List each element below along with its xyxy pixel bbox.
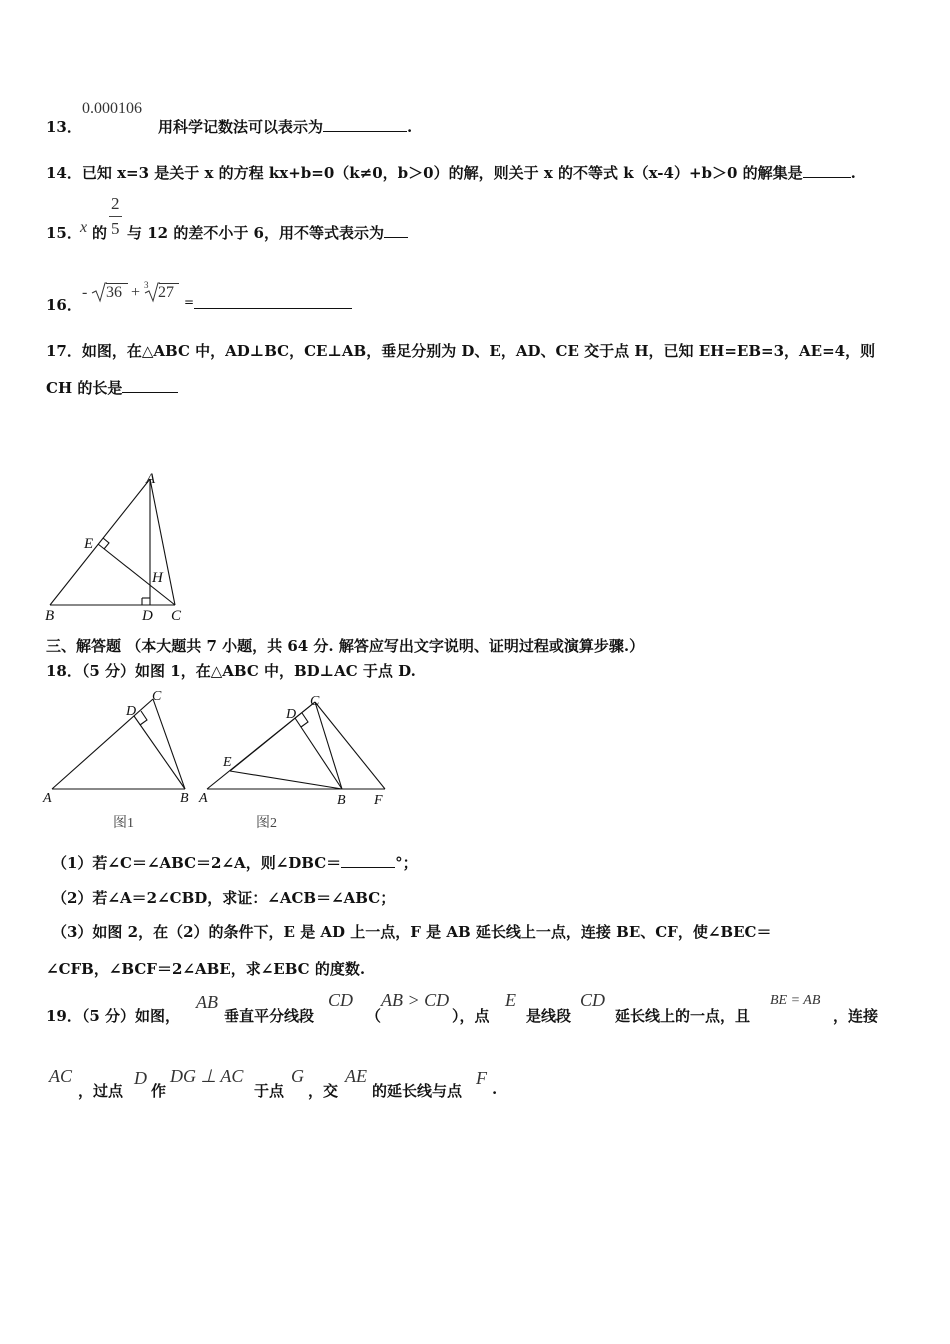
q16-cbrt-arg: 27 <box>158 284 174 301</box>
q17-label-h: H <box>152 570 163 586</box>
q15-de: 的 <box>92 224 108 242</box>
q13-answer-blank[interactable] <box>323 117 407 132</box>
q19-f: F <box>476 1068 487 1088</box>
q19-t2: ），点 <box>452 1007 490 1025</box>
q16-answer-blank[interactable] <box>194 308 352 309</box>
q15-frac-bar <box>109 216 122 217</box>
q17-triangle-figure <box>40 470 190 625</box>
q17-label-a: A <box>146 471 156 487</box>
q19-condition: AB > CD <box>381 990 450 1010</box>
q18-part1-end: °； <box>395 854 418 872</box>
q17-line2 <box>46 377 178 398</box>
q19-cd: CD <box>328 990 354 1010</box>
q13-expression: 0.000106 <box>82 100 142 117</box>
q19-perp: DG ⊥ AC <box>170 1066 244 1086</box>
q14-number: 14． <box>46 164 82 182</box>
q17-altitude-ce <box>98 544 175 605</box>
q14-end: . <box>850 164 856 182</box>
q17-label-c: C <box>171 608 182 624</box>
q17-label-b: B <box>45 608 55 624</box>
q19-ae: AE <box>345 1066 367 1086</box>
q19-t3: 是线段 <box>526 1007 572 1025</box>
q15-text <box>127 222 408 243</box>
q16-number: 16． <box>46 296 82 314</box>
q15-frac-denominator: 5 <box>111 219 120 238</box>
q13-text-body: 用科学记数法可以表示为 <box>158 118 324 136</box>
q13-end: . <box>407 118 413 136</box>
q19-t4: 延长线上的一点，且 <box>615 1007 751 1025</box>
q19-t10: 的延长线与点 <box>372 1082 463 1100</box>
q18-fig2-label-c: C <box>310 694 320 709</box>
q16-plus: + <box>131 284 141 301</box>
q17-side-ab <box>50 479 150 605</box>
q19-g: G <box>291 1066 304 1086</box>
q16-sqrt-sign <box>91 281 107 303</box>
q18-part3-line1: （3）如图 2，在（2）的条件下，E 是 AD 上一点，F 是 AB 延长线上一点，连接 BE、CF，使∠BEC＝ <box>52 923 772 941</box>
q17-label-e: E <box>84 536 94 552</box>
q19-lparen: （ <box>366 1007 382 1025</box>
q14-answer-blank[interactable] <box>803 163 851 178</box>
section-heading: 三、解答题 （本大题共 7 小题，共 64 分. 解答应写出文字说明、证明过程或演算步骤.） <box>46 637 645 655</box>
q14-text <box>46 162 856 183</box>
q19-t1: 垂直平分线段 <box>224 1007 315 1025</box>
q16-equals: = <box>184 295 195 309</box>
q16-sqrt-arg: 36 <box>106 284 122 301</box>
q19-ab: AB <box>196 992 218 1012</box>
q16-minus: - <box>82 284 88 301</box>
q18-stem: 18．（5 分）如图 1，在△ABC 中，BD⊥AC 于点 D. <box>46 662 416 680</box>
q17-answer-blank[interactable] <box>122 378 178 393</box>
q18-fig2-label-e: E <box>223 755 232 770</box>
q19-ac: AC <box>49 1066 73 1086</box>
q19-t8: 于点 <box>254 1082 285 1100</box>
q17-line2-text: CH 的长是 <box>46 379 123 397</box>
q17-line1: 17．如图，在△ABC 中，AD⊥BC，CE⊥AB，垂足分别为 D、E，AD、CE 交于点 H，已知 EH=EB=3，AE=4，则 <box>46 342 876 360</box>
q17-label-d: D <box>142 608 153 624</box>
q13-number: 13． <box>46 118 82 136</box>
q17-right-angle-e <box>103 538 109 549</box>
q18-figure-1 <box>52 699 185 789</box>
q15-body: 与 12 的差不小于 6，用不等式表示为 <box>127 224 384 242</box>
q15-answer-blank[interactable] <box>384 223 408 238</box>
q19-t6: ，过点 <box>78 1082 124 1100</box>
q19-t5: ，连接 <box>833 1007 879 1025</box>
q18-part3-line2: ∠CFB，∠BCF＝2∠ABE，求∠EBC 的度数. <box>46 960 366 978</box>
q18-fig2-caption: 图2 <box>256 816 277 831</box>
q18-part2: （2）若∠A＝2∠CBD，求证：∠ACB＝∠ABC； <box>52 889 396 907</box>
q19-number: 19．（5 分）如图， <box>46 1007 181 1025</box>
q18-fig2-label-f: F <box>374 793 383 808</box>
q19-d: D <box>134 1068 147 1088</box>
q15-number: 15． <box>46 224 82 242</box>
q18-part1 <box>52 852 418 873</box>
q19-t9: ，交 <box>308 1082 339 1100</box>
q17-side-ac <box>150 479 175 605</box>
q19-t7: 作 <box>151 1082 167 1100</box>
q15-variable: x <box>80 219 88 236</box>
q18-fig1-label-c: C <box>152 689 162 704</box>
q18-fig2-label-d: D <box>286 707 297 722</box>
q19-e: E <box>505 990 516 1010</box>
q19-cd2: CD <box>580 990 606 1010</box>
q18-part1-blank[interactable] <box>341 853 395 868</box>
q19-end: . <box>492 1080 498 1098</box>
q14-body: 已知 x=3 是关于 x 的方程 kx+b=0（k≠0，b＞0）的解，则关于 x 的不等式 k（x-4）+b＞0 的解集是 <box>81 164 803 182</box>
q18-part1-text: （1）若∠C＝∠ABC＝2∠A，则∠DBC＝ <box>52 854 342 872</box>
q18-fig1-label-b: B <box>180 791 189 806</box>
q19-condition2: BE = AB <box>770 993 821 1008</box>
q18-fig2-label-b: B <box>337 793 346 808</box>
q18-fig1-label-a: A <box>43 791 52 806</box>
q18-figures <box>40 684 400 834</box>
q18-fig1-label-d: D <box>126 704 137 719</box>
q18-fig1-caption: 图1 <box>113 816 134 831</box>
q16-cbrt-index: 3 <box>144 280 149 290</box>
q13-text <box>158 116 412 137</box>
q18-fig2-label-a: A <box>199 791 208 806</box>
q15-frac-numerator: 2 <box>111 194 120 213</box>
